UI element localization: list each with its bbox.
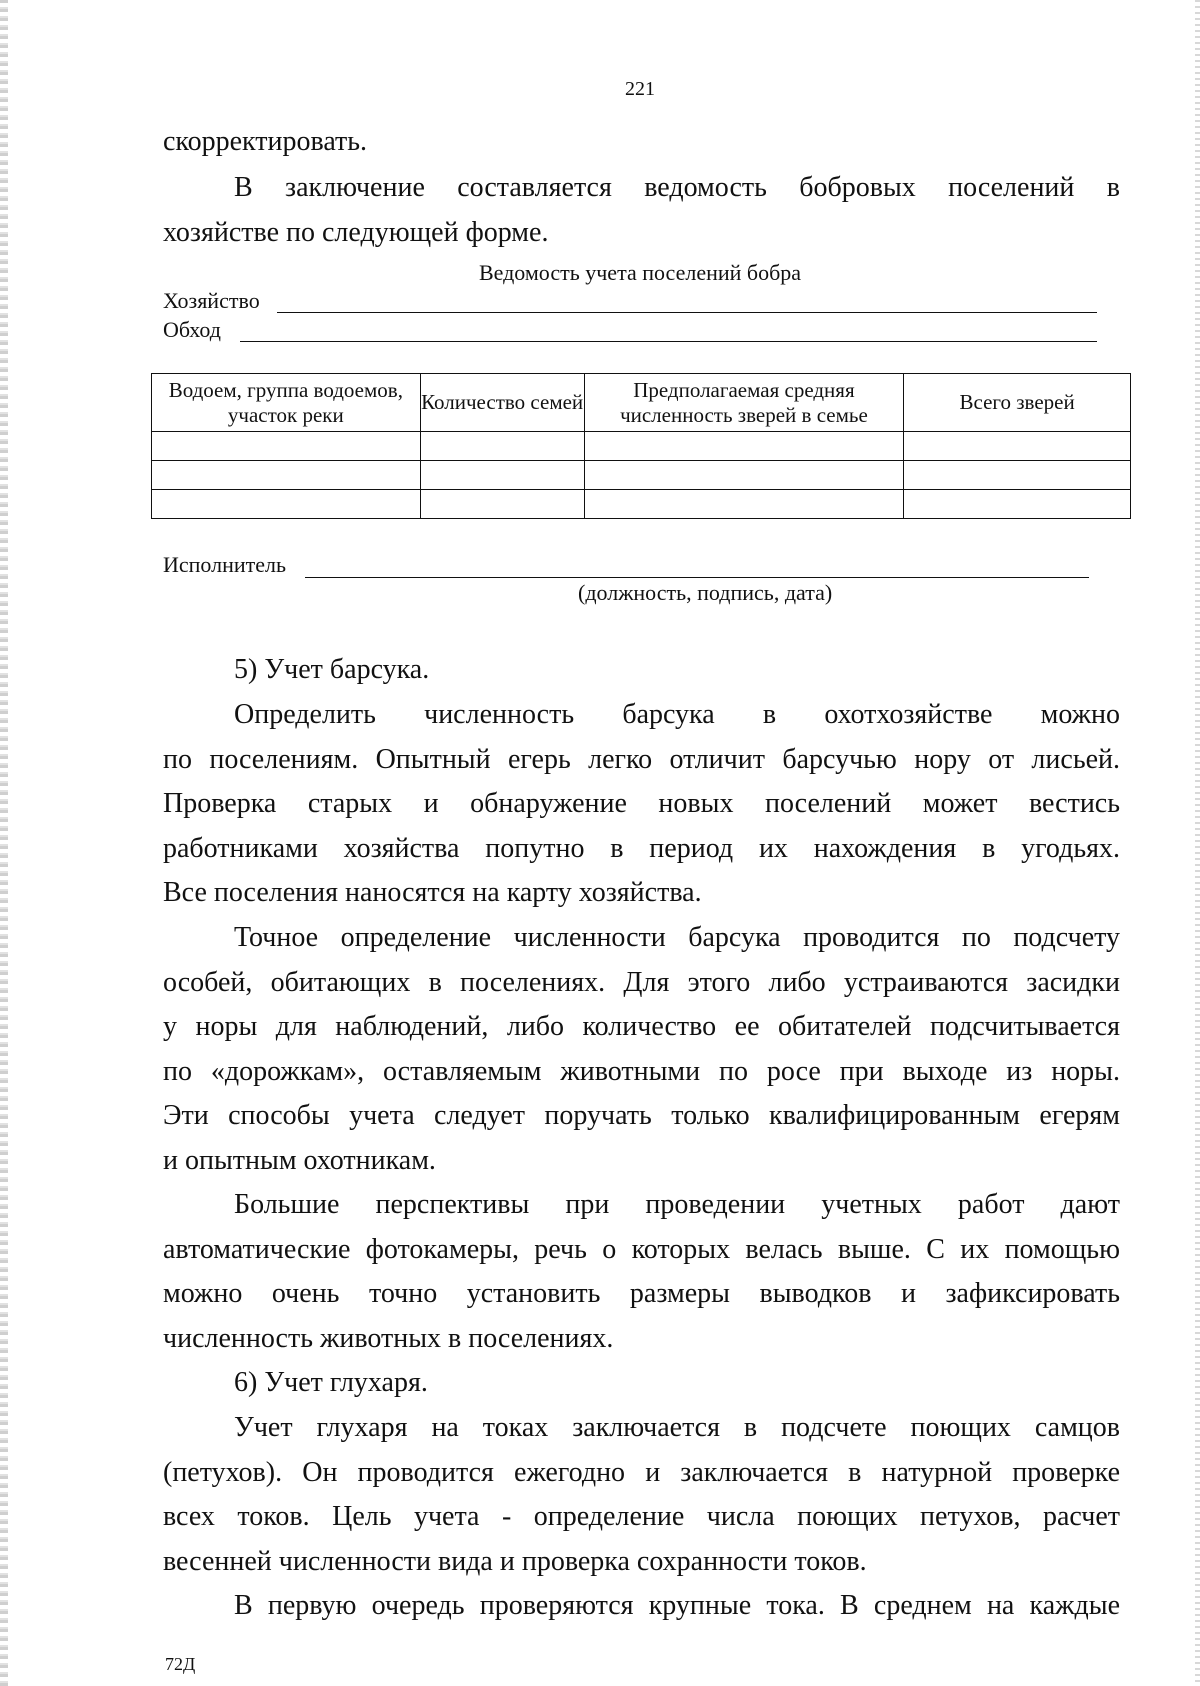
text-line: Учет глухаря на токах заключается в подсчете поющих самцов — [234, 1412, 1120, 1443]
section-heading-grouse: 6) Учет глухаря. — [234, 1367, 428, 1398]
badger-paragraph-3 — [163, 1183, 1120, 1361]
table-cell — [152, 490, 421, 519]
text-line: Проверка старых и обнаружение новых поселений может вестись — [163, 788, 1120, 819]
text-line: можно очень точно установить размеры выводков и зафиксировать — [163, 1278, 1120, 1309]
table-cell — [584, 461, 904, 490]
text-line: по «дорожкам», оставляемым животными по росе при выходе из норы. — [163, 1055, 1120, 1087]
farm-field-label: Хозяйство — [163, 288, 260, 313]
beaver-ledger-table — [151, 373, 1131, 519]
footer-code: 72Д — [165, 1654, 196, 1674]
table-cell — [420, 490, 584, 519]
text-line: весенней численности вида и проверка сохранности токов. — [163, 1545, 867, 1577]
intro-paragraph — [163, 166, 1120, 255]
text-line: особей, обитающих в поселениях. Для этого либо устраиваются засидки — [163, 966, 1120, 998]
text-line: (петухов). Он проводится ежегодно и заключается в натурной проверке — [163, 1456, 1120, 1488]
text-line: Эти способы учета следует поручать только квалифицированным егерям — [163, 1100, 1120, 1131]
form-title: Ведомость учета поселений бобра — [478, 260, 802, 285]
text-line: хозяйстве по следующей форме. — [163, 216, 549, 248]
table-row — [152, 461, 1131, 490]
route-field-line — [240, 341, 1097, 342]
table-cell — [420, 461, 584, 490]
table-row — [152, 432, 1131, 461]
grouse-paragraph-1 — [163, 1406, 1120, 1584]
text-line: Определить численность барсука в охотхозяйстве можно — [234, 699, 1120, 730]
badger-paragraph-1 — [163, 693, 1120, 916]
table-header-row — [152, 374, 1131, 432]
intro-line: скорректировать. — [163, 126, 368, 157]
table-cell — [420, 432, 584, 461]
text-line: работниками хозяйства попутно в период их нахождения в угодьях. — [163, 832, 1120, 864]
badger-paragraph-2 — [163, 916, 1120, 1183]
scan-edge-right — [1195, 0, 1200, 1686]
text-line: Все поселения наносятся на карту хозяйства. — [163, 877, 702, 908]
text-line: В первую очередь проверяются крупные тока. В среднем на каждые — [234, 1590, 1120, 1621]
column-header-total: Всего зверей — [904, 374, 1131, 432]
table-cell — [152, 432, 421, 461]
text-line: по поселениям. Опытный егерь легко отличит барсучью нору от лисьей. — [163, 743, 1120, 775]
table-cell — [584, 490, 904, 519]
section-heading-badger: 5) Учет барсука. — [234, 654, 430, 685]
text-line: Большие перспективы при проведении учетных работ дают — [234, 1189, 1120, 1220]
text-line: Точное определение численности барсука проводится по подсчету — [234, 922, 1120, 953]
executor-caption: (должность, подпись, дата) — [578, 580, 833, 605]
text-line: численность животных в поселениях. — [163, 1322, 614, 1354]
column-header-waterbody: Водоем, группа водоемов, участок реки — [152, 374, 421, 432]
scan-edge-left — [0, 0, 8, 1686]
column-header-families: Количество семей — [420, 374, 584, 432]
text-line: и опытным охотникам. — [163, 1144, 436, 1176]
executor-label: Исполнитель — [163, 552, 287, 577]
table-cell — [904, 461, 1131, 490]
farm-field-line — [277, 312, 1097, 313]
grouse-paragraph-2 — [163, 1584, 1120, 1629]
text-line: у норы для наблюдений, либо количество ее обитателей подсчитывается — [163, 1011, 1120, 1042]
route-field-label: Обход — [163, 317, 221, 342]
executor-signature-line — [305, 577, 1089, 578]
table-cell — [152, 461, 421, 490]
text-line: В заключение составляется ведомость бобровых поселений в — [234, 172, 1120, 203]
table-cell — [904, 432, 1131, 461]
text-line: автоматические фотокамеры, речь о которых велась выше. С их помощью — [163, 1233, 1120, 1265]
page-number: 221 — [625, 78, 655, 100]
table-row — [152, 490, 1131, 519]
table-cell — [904, 490, 1131, 519]
column-header-avg-per-family: Предполагаемая средняя численность зверей в семье — [584, 374, 904, 432]
table-cell — [584, 432, 904, 461]
text-line: всех токов. Цель учета - определение числа поющих петухов, расчет — [163, 1501, 1120, 1532]
